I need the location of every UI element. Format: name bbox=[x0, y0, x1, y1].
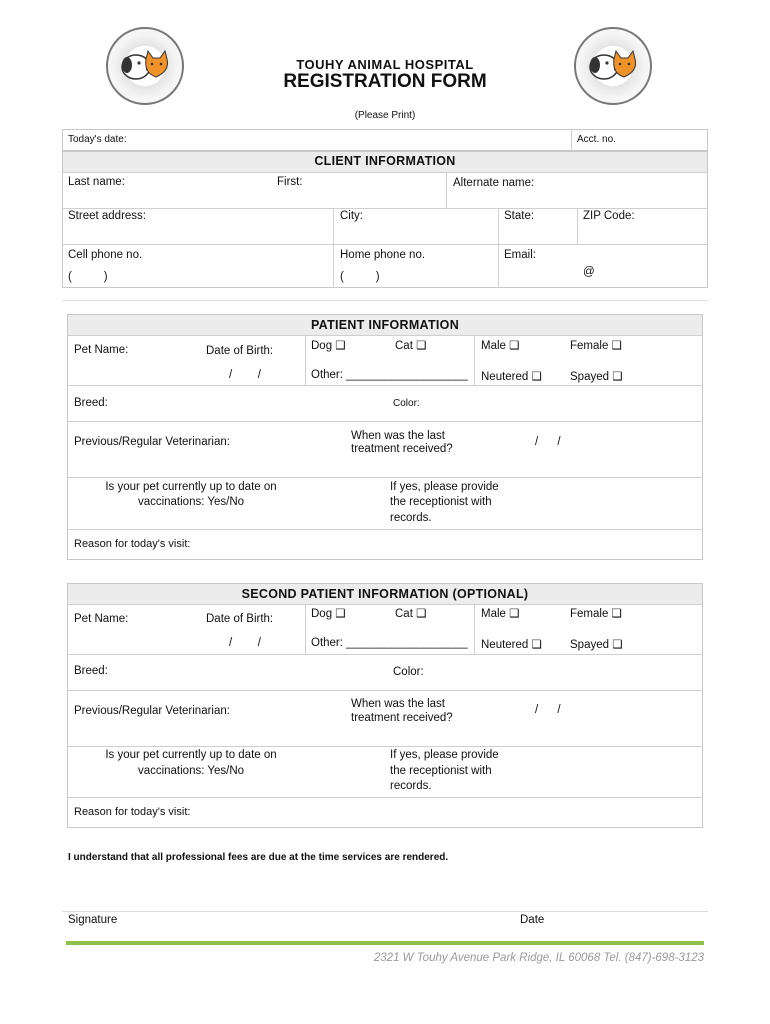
pet2-previous-vet-label: Previous/Regular Veterinarian: bbox=[74, 705, 230, 717]
form-title: REGISTRATION FORM bbox=[283, 71, 487, 92]
pet2-female-checkbox[interactable]: Female ❑ bbox=[570, 608, 622, 620]
email-label: Email: bbox=[504, 249, 536, 261]
signature-label: Signature bbox=[68, 914, 118, 926]
city-label: City: bbox=[340, 210, 363, 222]
dob-label: Date of Birth: bbox=[206, 345, 274, 357]
pet2-vaccination-line1: Is your pet currently up to date on bbox=[105, 749, 277, 761]
hospital-name: TOUHY ANIMAL HOSPITAL bbox=[296, 57, 474, 72]
pet2-if-yes-line3: records. bbox=[390, 780, 432, 792]
pet2-dob-label: Date of Birth: bbox=[206, 613, 274, 625]
zip-code-label: ZIP Code: bbox=[583, 210, 635, 222]
breed-label: Breed: bbox=[74, 397, 108, 409]
last-name-label: Last name: bbox=[68, 176, 125, 188]
pet2-spayed-checkbox[interactable]: Spayed ❑ bbox=[570, 639, 623, 651]
acct-no-label: Acct. no. bbox=[577, 134, 616, 145]
pet2-dob-slashes[interactable]: / / bbox=[229, 637, 261, 649]
state-label: State: bbox=[504, 210, 535, 222]
previous-vet-label: Previous/Regular Veterinarian: bbox=[74, 436, 230, 448]
last-treatment-label-line2: treatment received? bbox=[351, 443, 453, 455]
please-print-note: (Please Print) bbox=[354, 110, 416, 121]
cat-checkbox[interactable]: Cat ❑ bbox=[395, 340, 427, 352]
pet-name-label: Pet Name: bbox=[74, 344, 129, 356]
pet2-male-checkbox[interactable]: Male ❑ bbox=[481, 608, 520, 620]
home-area-code[interactable]: ( ) bbox=[340, 271, 380, 283]
pet2-dog-checkbox[interactable]: Dog ❑ bbox=[311, 608, 346, 620]
home-phone-label: Home phone no. bbox=[340, 249, 426, 261]
client-info-title: CLIENT INFORMATION bbox=[314, 154, 456, 168]
if-yes-note-line3: records. bbox=[390, 512, 432, 524]
pet2-reason-for-visit-label: Reason for today's visit: bbox=[74, 806, 191, 818]
email-at-sign: @ bbox=[583, 266, 595, 278]
reason-for-visit-label: Reason for today's visit: bbox=[74, 538, 191, 550]
cell-area-code[interactable]: ( ) bbox=[68, 271, 108, 283]
dob-slashes[interactable]: / / bbox=[229, 369, 261, 381]
last-treatment-label-line1: When was the last bbox=[351, 430, 445, 442]
date-label: Date bbox=[520, 914, 545, 926]
color-label: Color: bbox=[393, 398, 420, 409]
pet2-neutered-checkbox[interactable]: Neutered ❑ bbox=[481, 639, 542, 651]
cell-phone-label: Cell phone no. bbox=[68, 249, 143, 261]
street-address-label: Street address: bbox=[68, 210, 146, 222]
neutered-checkbox[interactable]: Neutered ❑ bbox=[481, 371, 542, 383]
fees-agreement: I understand that all professional fees are due at the time services are rendered. bbox=[68, 852, 449, 863]
pet2-if-yes-line2: the receptionist with bbox=[390, 765, 492, 777]
second-patient-info-title: SECOND PATIENT INFORMATION (OPTIONAL) bbox=[241, 587, 529, 601]
vaccination-question-line2: vaccinations: Yes/No bbox=[137, 496, 245, 508]
pet2-vaccination-line2: vaccinations: Yes/No bbox=[137, 765, 245, 777]
if-yes-note-line2: the receptionist with bbox=[390, 496, 492, 508]
if-yes-note-line1: If yes, please provide bbox=[390, 481, 499, 493]
pet2-color-label: Color: bbox=[393, 666, 424, 678]
pet2-if-yes-line1: If yes, please provide bbox=[390, 749, 499, 761]
pet2-cat-checkbox[interactable]: Cat ❑ bbox=[395, 608, 427, 620]
pet2-last-treatment-line2: treatment received? bbox=[351, 712, 453, 724]
other-species-field[interactable]: Other: ___________________ bbox=[311, 369, 468, 381]
pet2-last-treatment-line1: When was the last bbox=[351, 698, 445, 710]
pet2-treatment-date-slashes[interactable]: / / bbox=[535, 704, 561, 716]
footer-address: 2321 W Touhy Avenue Park Ridge, IL 60068 Tel. (847)-698-3123 bbox=[373, 952, 704, 964]
female-checkbox[interactable]: Female ❑ bbox=[570, 340, 622, 352]
pet2-breed-label: Breed: bbox=[74, 665, 108, 677]
pet2-other-species-field[interactable]: Other: ___________________ bbox=[311, 637, 468, 649]
vaccination-question-line1: Is your pet currently up to date on bbox=[105, 481, 277, 493]
treatment-date-slashes[interactable]: / / bbox=[535, 436, 561, 448]
first-name-label: First: bbox=[277, 176, 303, 188]
spayed-checkbox[interactable]: Spayed ❑ bbox=[570, 371, 623, 383]
dog-checkbox[interactable]: Dog ❑ bbox=[311, 340, 346, 352]
todays-date-label: Today's date: bbox=[68, 134, 127, 145]
pet2-name-label: Pet Name: bbox=[74, 613, 129, 625]
footer-accent-bar bbox=[66, 941, 704, 945]
alternate-name-label: Alternate name: bbox=[453, 177, 535, 189]
male-checkbox[interactable]: Male ❑ bbox=[481, 340, 520, 352]
patient-info-title: PATIENT INFORMATION bbox=[310, 318, 460, 332]
